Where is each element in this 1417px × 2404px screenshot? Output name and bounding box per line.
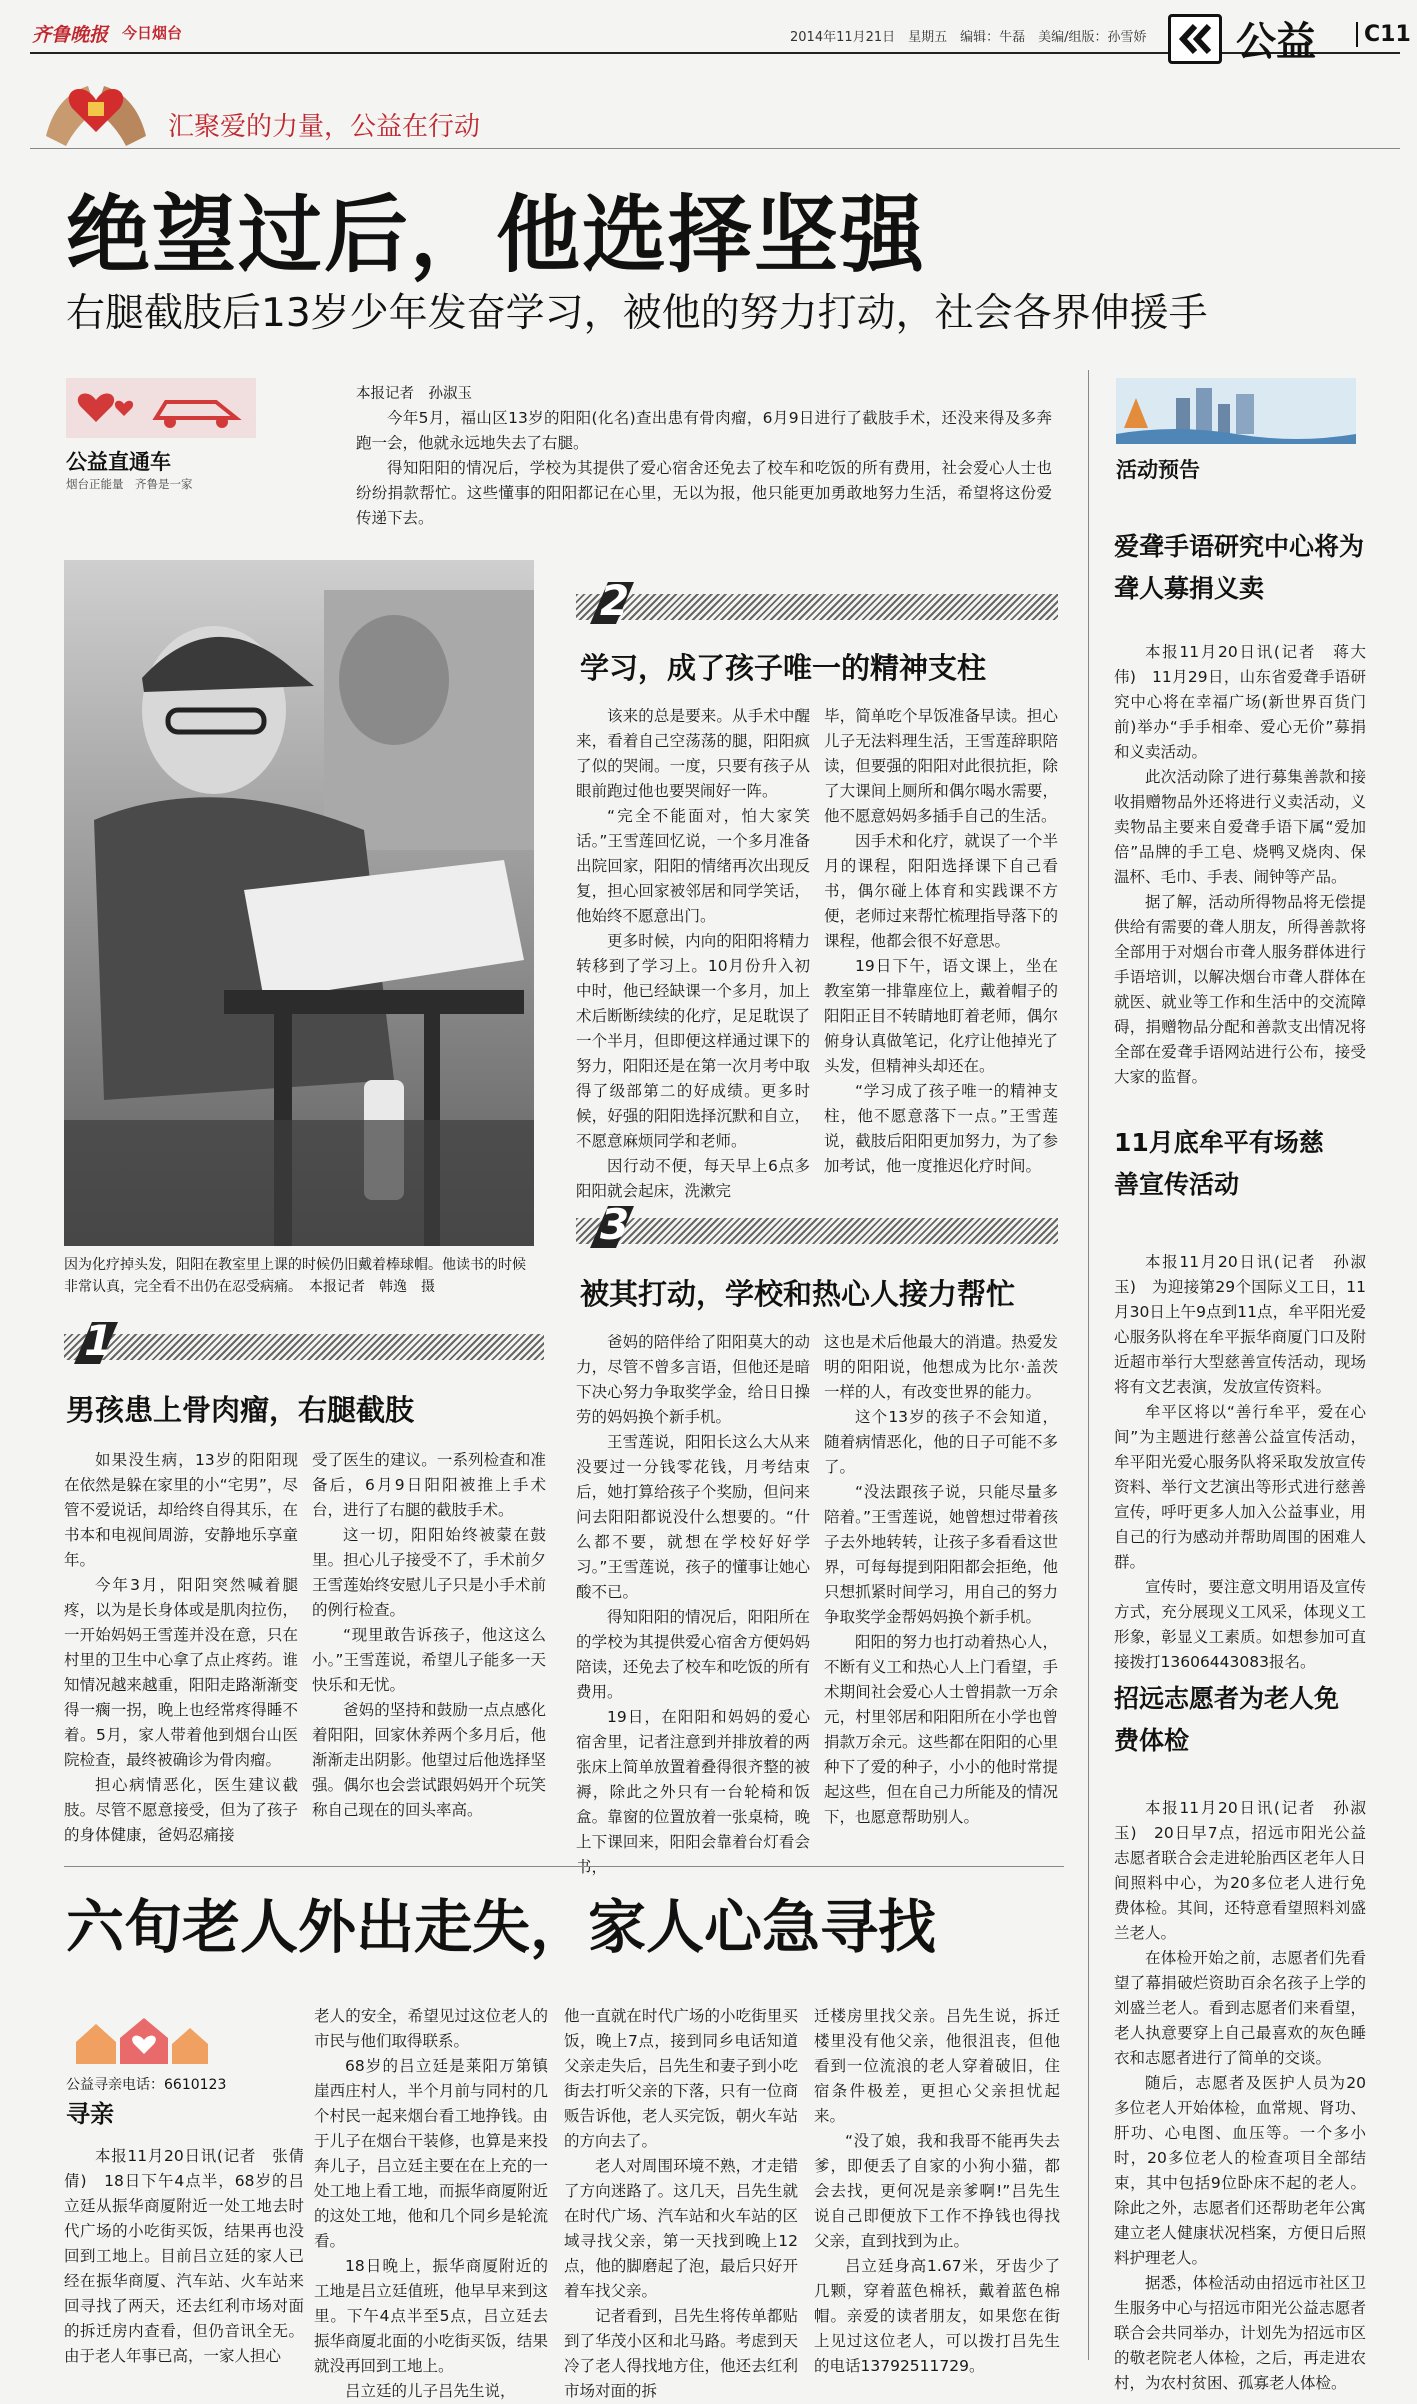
paragraph: 今年3月，阳阳突然喊着腿疼，以为是长身体或是肌肉拉伤，一开始妈妈王雪莲并没在意，只在村里的卫生中心拿了点止疼药。谁知情况越来越重，阳阳走路渐渐变得一瘸一拐，晚上也经常疼得睡不着。5月，家人带着他到烟台山医院检查，最终被确诊为骨肉瘤。 (64, 1576, 298, 1769)
photo-caption: 因为化疗掉头发，阳阳在教室里上课的时候仍旧戴着棒球帽。他读书的时候非常认真，完全看不出仍在忍受病痛。 本报记者 韩逸 摄 (64, 1257, 526, 1295)
charity-express-sub: 烟台正能量 齐鲁是一家 (66, 477, 193, 491)
section-2-title: 学习，成了孩子唯一的精神支柱 (580, 651, 987, 685)
paragraph: 据悉，体检活动由招远市社区卫生服务中心与招远市阳光公益志愿者联合会共同举办，计划先为招远市区的敬老院老人体检，之后，再走进农村，为农村贫困、孤寡老人体检。 (1114, 2274, 1366, 2392)
section-3-col-b (824, 1330, 1058, 1860)
section-3-stripe (576, 1218, 1058, 1244)
hearts-car-icon (66, 378, 256, 438)
paragraph: 本报11月20日讯(记者 孙淑玉) 20日早7点，招远市阳光公益志愿者联合会走进轮胎西区老年人日间照料中心，为20多位老人进行免费体检。其间，还特意看望照料刘盛兰老人。 (1114, 1799, 1366, 1942)
second-headline: 六旬老人外出走失，家人心急寻找 (66, 1893, 937, 1961)
banner-divider (30, 148, 1400, 149)
paragraph: 本报11月20日讯(记者 蒋大伟) 11月29日，山东省爱聋手语研究中心将在幸福广场(新世界百货门前)举办“手手相牵、爱心无价”募捐和义卖活动。 (1114, 643, 1366, 761)
paragraph: 吕立廷身高1.67米，牙齿少了几颗，穿着蓝色棉袄，戴着蓝色棉帽。亲爱的读者朋友，如果您在街上见过这位老人，可以拨打吕先生的电话13792511729。 (814, 2257, 1060, 2375)
second-col-1 (64, 2144, 304, 2374)
section-2-col-b (824, 704, 1058, 1264)
column-rule (1088, 370, 1089, 2360)
paragraph: 此次活动除了进行募集善款和接收捐赠物品外还将进行义卖活动，义卖物品主要来自爱聋手语下属“爱加倍”品牌的手工皂、烧鸭叉烧肉、保温杯、毛巾、手表、闹钟等产品。 (1114, 768, 1366, 886)
paragraph: 得知阳阳的情况后，阳阳所在的学校为其提供爱心宿舍方便妈妈陪读，还免去了校车和吃饭的所有费用。 (576, 1608, 810, 1701)
section-tag: 今日烟台 (122, 24, 183, 42)
paragraph: 因手术和化疗，就误了一个半月的课程，阳阳选择课下自己看书，偶尔碰上体育和实践课不方便，老师过来帮忙梳理指导落下的课程，他都会很不好意思。 (824, 832, 1058, 950)
news-photo-student-reading (64, 560, 534, 1246)
paragraph: 因行动不便，每天早上6点多阳阳就会起床，洗漱完 (576, 1157, 810, 1200)
charity-express-card (66, 378, 256, 491)
second-col-4 (814, 2004, 1060, 2374)
paragraph: 这也是术后他最大的消遣。热爱发明的阳阳说，他想成为比尔·盖茨一样的人，有改变世界的能力。 (824, 1333, 1058, 1401)
section-2-number: 2 (600, 576, 630, 625)
section-name: 公益 (1236, 19, 1316, 65)
event-preview-card (1116, 378, 1356, 488)
paragraph: 19日下午，语文课上，坐在教室第一排靠座位上，戴着帽子的阳阳正目不转睛地盯着老师，偶尔俯身认真做笔记，化疗让他掉光了头发，但精神头却还在。 (824, 957, 1058, 1075)
paragraph: 爸妈的坚持和鼓励一点点感化着阳阳，回家休养两个多月后，他渐渐走出阴影。他望过后他选择坚强。偶尔也会尝试跟妈妈开个玩笑称自己现在的回头率高。 (312, 1701, 546, 1819)
family-search-card (66, 2014, 306, 2128)
second-col-2 (314, 2004, 548, 2400)
paragraph: 18日晚上，振华商厦附近的工地是吕立廷值班，他早早来到这里。下午4点半至5点，吕立廷去振华商厦北面的小吃街买饭，结果就没再回到工地上。 (314, 2257, 548, 2375)
paragraph: 阳阳的努力也打动着热心人，不断有义工和热心人上门看望，手术期间社会爱心人士曾捐款一万余元，村里邻居和阳阳所在小学也曾捐款万余元。这些都在阳阳的心里种下了爱的种子，小小的他时常提起这些，但在自己力所能及的情况下，也愿意帮助别人。 (824, 1633, 1058, 1826)
section-1-badge (68, 1318, 122, 1368)
section-1-col-a (64, 1448, 298, 1860)
section-2-stripe (576, 594, 1058, 620)
section-1-number: 1 (84, 1316, 114, 1365)
main-headline: 绝望过后，他选择坚强 (66, 186, 927, 284)
event-2-title: 11月底牟平有场慈善宣传活动 (1114, 1128, 1324, 1199)
section-3-badge (584, 1202, 638, 1252)
family-search-title: 寻亲 (66, 2100, 114, 2128)
paragraph: “没法跟孩子说，只能尽量多陪着。”王雪莲说，她曾想过带着孩子去外地转转，让孩子多看看这世界，可每每提到阳阳都会拒绝，他只想抓紧时间学习，用自己的努力争取奖学金帮妈妈换个新手机。 (824, 1483, 1058, 1626)
seaside-city-icon (1116, 378, 1356, 444)
event-1-title: 爱聋手语研究中心将为聋人募捐义卖 (1114, 532, 1365, 603)
event-2-body (1114, 1250, 1366, 1671)
second-col-3 (564, 2004, 798, 2400)
main-lead (356, 406, 1052, 531)
paragraph: 19日，在阳阳和妈妈的爱心宿舍里，记者注意到并排放着的两张床上简单放置着叠得很齐整的被褥，除此之外只有一台轮椅和饭盒。靠窗的位置放着一张桌椅，晚上下课回来，阳阳会靠着台灯看会书， (576, 1708, 810, 1876)
lead-paragraph: 今年5月，福山区13岁的阳阳(化名)查出患有骨肉瘤，6月9日进行了截肢手术，还没来得及多奔跑一会，他就永远地失去了右腿。 (356, 409, 1052, 452)
charity-express-title: 公益直通车 (66, 450, 171, 474)
paragraph: 老人对周围环境不熟，才走错了方向迷路了。这几天，吕先生就在时代广场、汽车站和火车站的区域寻找父亲，第一天找到晚上12点，他的脚磨起了泡，最后只好开着车找父亲。 (564, 2157, 798, 2300)
paragraph: 记者看到，吕先生将传单都贴到了华茂小区和北马路。考虑到天冷了老人得找地方住，他还去红利市场对面的拆 (564, 2307, 798, 2400)
paragraph: 68岁的吕立廷是莱阳万第镇崖西庄村人，半个月前与同村的几个村民一起来烟台看工地挣钱。由于儿子在烟台干装修，也算是来投奔儿子，吕立廷主要在在上充的一处工地上看工地，而振华商厦附近的这处工地，他和几个同乡是轮流看。 (314, 2057, 548, 2250)
section-logo (1168, 14, 1222, 64)
paragraph: 受了医生的建议。一系列检查和准备后，6月9日阳阳被推上手术台，进行了右腿的截肢手术。 (312, 1451, 546, 1519)
event-3-title: 招远志愿者为老人免费体检 (1114, 1684, 1340, 1755)
banner-slogan: 汇聚爱的力量，公益在行动 (168, 112, 481, 142)
section-1-col-b (312, 1448, 546, 1860)
family-search-hotline: 公益寻亲电话：6610123 (66, 2077, 227, 2093)
main-subheadline: 右腿截肢后13岁少年发奋学习，被他的努力打动，社会各界伸援手 (66, 291, 1208, 336)
double-chevron-icon (1177, 23, 1213, 55)
section-3-col-a (576, 1330, 810, 1876)
newspaper-brand: 齐鲁晚报 (32, 24, 109, 46)
charity-hands-logo (36, 66, 156, 152)
paragraph: 更多时候，内向的阳阳将精力转移到了学习上。10月份升入初中时，他已经缺课一个多月，加上术后断断续续的化疗，足足耽误了一个半月，但即便这样通过课下的努力，阳阳还是在第一次月考中取得了级部第二的好成绩。更多时候，好强的阳阳选择沉默和自立，不愿意麻烦同学和老师。 (576, 932, 810, 1150)
paragraph: 这一切，阳阳始终被蒙在鼓里。担心儿子接受不了，手术前夕王雪莲始终安慰儿子只是小手术前的例行检查。 (312, 1526, 546, 1619)
page-number: C11 (1356, 22, 1411, 47)
paragraph: 这个13岁的孩子不会知道，随着病情恶化，他的日子可能不多了。 (824, 1408, 1058, 1476)
section-2-badge (584, 578, 638, 628)
lead-paragraph: 得知阳阳的情况后，学校为其提供了爱心宿舍还免去了校车和吃饭的所有费用，社会爱心人士也纷纷捐款帮忙。这些懂事的阳阳都记在心里，无以为报，他只能更加勇敢地努力生活，希望将这份爱传递下去。 (356, 459, 1052, 527)
event-3-body (1114, 1796, 1366, 2392)
main-byline: 本报记者 孙淑玉 (356, 386, 472, 402)
paragraph: 该来的总是要来。从手术中醒来，看着自己空荡荡的腿，阳阳疯了似的哭闹。一度，只要有孩子从眼前跑过他也要哭闹好一阵。 (576, 707, 810, 800)
paragraph: 本报11月20日讯(记者 张倩倩) 18日下午4点半，68岁的吕立廷从振华商厦附近一处工地去时代广场的小吃街买饭，结果再也没回到工地上。目前吕立廷的家人已经在振华商厦、汽车站、火车站来回寻找了两天，还去红利市场对面的拆迁房内查看，但仍音讯全无。由于老人年事已高，一家人担心 (64, 2147, 304, 2365)
houses-icon (66, 2014, 216, 2070)
paragraph: 随后，志愿者及医护人员为20多位老人开始体检，血常规、肾功、肝功、心电图、血压等。一个多小时，20多位老人的检查项目全部结束，其中包括9位卧床不起的老人。除此之外，志愿者们还帮助老年公寓建立老人健康状况档案，方便日后照料护理老人。 (1114, 2074, 1366, 2267)
paragraph: 据了解，活动所得物品将无偿提供给有需要的聋人朋友，所得善款将全部用于对烟台市聋人服务群体进行手语培训，以解决烟台市聋人群体在就医、就业等工作和生活中的交流障碍，捐赠物品分配和善款支出情况将全部在爱聋手语网站进行公布，接受大家的监督。 (1114, 893, 1366, 1086)
section-1-title: 男孩患上骨肉瘤，右腿截肢 (66, 1393, 415, 1427)
paragraph: 毕，简单吃个早饭准备早读。担心儿子无法料理生活，王雪莲辞职陪读，但要强的阳阳对此很抗拒，除了大课间上厕所和偶尔喝水需要，他不愿意妈妈多插手自己的生活。 (824, 707, 1058, 825)
section-2-col-a (576, 704, 810, 1264)
paragraph: 他一直就在时代广场的小吃街里买饭，晚上7点，接到同乡电话知道父亲走失后，吕先生和妻子到小吃街去打听父亲的下落，只有一位商贩告诉他，老人买完饭，朝火车站的方向去了。 (564, 2007, 798, 2150)
paragraph: 王雪莲说，阳阳长这么大从来没要过一分钱零花钱，月考结束后，她打算给孩子个奖励，但问来问去阳阳都说没什么想要的。“什么都不要，就想在学校好好学习。”王雪莲说，孩子的懂事让她心酸不已。 (576, 1433, 810, 1601)
paragraph: “完全不能面对，怕大家笑话。”王雪莲回忆说，一个多月准备出院回家，阳阳的情绪再次出现反复，担心回家被邻居和同学笑话，他始终不愿意出门。 (576, 807, 810, 925)
paragraph: 如果没生病，13岁的阳阳现在依然是躲在家里的小“宅男”，尽管不爱说话，却给终自得其乐，在书本和电视间周游，安静地乐享童年。 (64, 1451, 298, 1569)
paragraph: 担心病情恶化，医生建议截肢。尽管不愿意接受，但为了孩子的身体健康，爸妈忍痛接 (64, 1776, 298, 1844)
story-divider (64, 1866, 1064, 1867)
paragraph: 迁楼房里找父亲。吕先生说，拆迁楼里没有他父亲，他很沮丧，但他看到一位流浪的老人穿着破旧，住宿条件极差，更担心父亲担忧起来。 (814, 2007, 1060, 2125)
section-1-stripe (64, 1334, 544, 1360)
event-1-body (1114, 640, 1366, 1086)
paragraph: 爸妈的陪伴给了阳阳莫大的动力，尽管不曾多言语，但他还是暗下决心努力争取奖学金，给日日操劳的妈妈换个新手机。 (576, 1333, 810, 1426)
issue-meta: 2014年11月21日 星期五 编辑：牛磊 美编/组版：孙雪娇 (790, 30, 1147, 45)
event-preview-title: 活动预告 (1116, 458, 1200, 482)
paragraph: 本报11月20日讯(记者 孙淑玉) 为迎接第29个国际义工日，11月30日上午9点到11点，牟平阳光爱心服务队将在牟平振华商厦门口及附近超市举行大型慈善宣传活动，现场将有文艺表演，发放宣传资料。 (1114, 1253, 1366, 1396)
paragraph: 宣传时，要注意文明用语及宣传方式，充分展现义工风采，体现义工形象，彰显义工素质。如想参加可直接拨打13606443083报名。 (1114, 1578, 1366, 1671)
paragraph: 在体检开始之前，志愿者们先看望了幕捐破烂资助百余名孩子上学的刘盛兰老人。看到志愿者们来看望，老人执意要穿上自己最喜欢的灰色睡衣和志愿者进行了简单的交谈。 (1114, 1949, 1366, 2067)
paragraph: “没了娘，我和我哥不能再失去爹，即便丢了自家的小狗小猫，都会去找，更何况是亲爹啊!”吕先生说自己即便放下工作不挣钱也得找父亲，直到找到为止。 (814, 2132, 1060, 2250)
paragraph: “学习成了孩子唯一的精神支柱，他不愿意落下一点。”王雪莲说，截肢后阳阳更加努力，为了参加考试，他一度推迟化疗时间。 (824, 1082, 1058, 1175)
section-3-number: 3 (600, 1200, 630, 1249)
section-3-title: 被其打动，学校和热心人接力帮忙 (580, 1277, 1016, 1311)
paragraph: “现里敢告诉孩子，他这这么小。”王雪莲说，希望儿子能多一天快乐和无忧。 (312, 1626, 546, 1694)
paragraph: 牟平区将以“善行牟平，爱在心间”为主题进行慈善公益宣传活动，牟平阳光爱心服务队将采取发放宣传资料、举行文艺演出等形式进行慈善宣传，呼吁更多人加入公益事业，用自己的行为感动并帮助周围的困难人群。 (1114, 1403, 1366, 1571)
paragraph: 吕立廷的儿子吕先生说， (345, 2382, 516, 2400)
paragraph: 老人的安全，希望见过这位老人的市民与他们取得联系。 (314, 2007, 548, 2050)
